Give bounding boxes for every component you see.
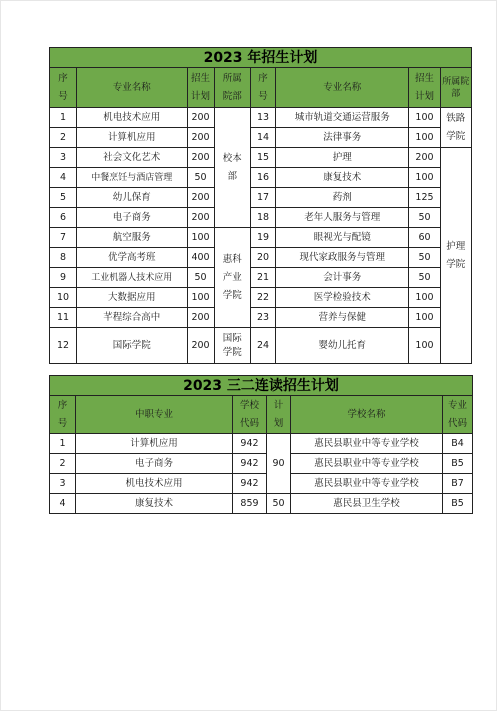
major-cell: 社会文化艺术 — [77, 148, 187, 168]
dept-intl-cell: 国际 学院 — [214, 328, 250, 364]
seq-cell: 13 — [251, 108, 276, 128]
col-vocational-major-header: 中职专业 — [76, 396, 233, 434]
seq-cell: 3 — [50, 474, 76, 494]
major-cell: 医学检验技术 — [276, 288, 409, 308]
table-row — [50, 454, 473, 474]
major-cell: 婴幼儿托育 — [276, 328, 409, 364]
major-cell: 电子商务 — [76, 454, 233, 474]
table-row — [50, 128, 472, 148]
dept-huike-cell: 惠科 产业 学院 — [214, 228, 250, 328]
major-code-cell: B5 — [443, 494, 473, 514]
quota-cell: 200 — [187, 308, 214, 328]
table-row — [50, 148, 472, 168]
seq-cell: 7 — [50, 228, 77, 248]
dept-campus-cell: 校本 部 — [214, 108, 250, 228]
major-cell: 药剂 — [276, 188, 409, 208]
school-code-cell: 859 — [233, 494, 267, 514]
col-school-code-header: 学校 代码 — [233, 396, 267, 434]
quota-cell: 50 — [409, 208, 440, 228]
table-row — [50, 228, 472, 248]
seq-cell: 16 — [251, 168, 276, 188]
quota-cell: 50 — [187, 168, 214, 188]
quota-cell: 100 — [409, 328, 440, 364]
seq-cell: 12 — [50, 328, 77, 364]
major-cell: 会计事务 — [276, 268, 409, 288]
table-row — [50, 474, 473, 494]
enrollment-plan-table — [49, 47, 472, 364]
school-name-cell: 惠民县职业中等专业学校 — [291, 474, 443, 494]
quota-cell: 100 — [409, 288, 440, 308]
seq-cell: 24 — [251, 328, 276, 364]
major-cell: 优学高考班 — [77, 248, 187, 268]
quota-cell: 200 — [187, 128, 214, 148]
major-cell: 计算机应用 — [77, 128, 187, 148]
major-cell: 法律事务 — [276, 128, 409, 148]
quota-cell: 50 — [409, 248, 440, 268]
col-school-name-header: 学校名称 — [291, 396, 443, 434]
seq-cell: 14 — [251, 128, 276, 148]
major-code-cell: B4 — [443, 434, 473, 454]
major-cell: 国际学院 — [77, 328, 187, 364]
col-seq-header: 序 号 — [50, 68, 77, 108]
col-seq2-header: 序 号 — [251, 68, 276, 108]
table-row — [50, 434, 473, 454]
quota-cell: 100 — [409, 308, 440, 328]
table-row — [50, 208, 472, 228]
seq-cell: 2 — [50, 454, 76, 474]
seq-cell: 22 — [251, 288, 276, 308]
major-cell: 康复技术 — [276, 168, 409, 188]
major-cell: 大数据应用 — [77, 288, 187, 308]
major-cell: 老年人服务与管理 — [276, 208, 409, 228]
quota-cell: 100 — [187, 288, 214, 308]
seq-cell: 3 — [50, 148, 77, 168]
major-cell: 芊程综合高中 — [77, 308, 187, 328]
table-row — [50, 268, 472, 288]
major-cell: 电子商务 — [77, 208, 187, 228]
major-cell: 营养与保健 — [276, 308, 409, 328]
quota-cell: 50 — [409, 268, 440, 288]
plan-merged-cell: 90 — [267, 434, 291, 494]
table-row — [50, 248, 472, 268]
seq-cell: 6 — [50, 208, 77, 228]
major-cell: 现代家政服务与管理 — [276, 248, 409, 268]
seq-cell: 1 — [50, 108, 77, 128]
major-cell: 机电技术应用 — [76, 474, 233, 494]
col-plan-header: 计 划 — [267, 396, 291, 434]
seq-cell: 19 — [251, 228, 276, 248]
quota-cell: 200 — [187, 328, 214, 364]
seq-cell: 4 — [50, 168, 77, 188]
quota-cell: 100 — [409, 108, 440, 128]
seq-cell: 9 — [50, 268, 77, 288]
col-seq-header: 序 号 — [50, 396, 76, 434]
seq-cell: 11 — [50, 308, 77, 328]
quota-cell: 200 — [187, 108, 214, 128]
enrollment-plan-title: 2023 年招生计划 — [50, 48, 472, 68]
quota-cell: 400 — [187, 248, 214, 268]
quota-cell: 200 — [409, 148, 440, 168]
quota-cell: 100 — [409, 128, 440, 148]
school-code-cell: 942 — [233, 454, 267, 474]
seq-cell: 23 — [251, 308, 276, 328]
quota-cell: 125 — [409, 188, 440, 208]
school-code-cell: 942 — [233, 434, 267, 454]
quota-cell: 200 — [187, 148, 214, 168]
seq-cell: 15 — [251, 148, 276, 168]
col-major2-header: 专业名称 — [276, 68, 409, 108]
col-dept-header: 所属 院部 — [214, 68, 250, 108]
quota-cell: 100 — [409, 168, 440, 188]
col-quota2-header: 招生 计划 — [409, 68, 440, 108]
col-dept2-header: 所属院部 — [440, 68, 471, 108]
table-row — [50, 168, 472, 188]
seq-cell: 18 — [251, 208, 276, 228]
major-cell: 中餐烹饪与酒店管理 — [77, 168, 187, 188]
major-cell: 幼儿保育 — [77, 188, 187, 208]
plan-cell: 50 — [267, 494, 291, 514]
quota-cell: 200 — [187, 188, 214, 208]
dept-nursing-cell: 护理 学院 — [440, 148, 471, 364]
table-row — [50, 288, 472, 308]
dept-rail-cell: 铁路 学院 — [440, 108, 471, 148]
quota-cell: 60 — [409, 228, 440, 248]
major-cell: 机电技术应用 — [77, 108, 187, 128]
quota-cell: 200 — [187, 208, 214, 228]
seq-cell: 10 — [50, 288, 77, 308]
seq-cell: 20 — [251, 248, 276, 268]
col-quota-header: 招生 计划 — [187, 68, 214, 108]
table-row — [50, 108, 472, 128]
major-code-cell: B5 — [443, 454, 473, 474]
major-cell: 眼视光与配镜 — [276, 228, 409, 248]
joint-program-title: 2023 三二连读招生计划 — [50, 376, 473, 396]
table-row — [50, 188, 472, 208]
seq-cell: 2 — [50, 128, 77, 148]
major-code-cell: B7 — [443, 474, 473, 494]
major-cell: 计算机应用 — [76, 434, 233, 454]
table-row — [50, 328, 472, 364]
seq-cell: 5 — [50, 188, 77, 208]
school-name-cell: 惠民县职业中等专业学校 — [291, 454, 443, 474]
col-major-header: 专业名称 — [77, 68, 187, 108]
major-cell: 康复技术 — [76, 494, 233, 514]
joint-program-table — [49, 375, 473, 514]
quota-cell: 100 — [187, 228, 214, 248]
major-cell: 工业机器人技术应用 — [77, 268, 187, 288]
seq-cell: 1 — [50, 434, 76, 454]
school-code-cell: 942 — [233, 474, 267, 494]
quota-cell: 50 — [187, 268, 214, 288]
seq-cell: 8 — [50, 248, 77, 268]
major-cell: 航空服务 — [77, 228, 187, 248]
table-row — [50, 308, 472, 328]
seq-cell: 4 — [50, 494, 76, 514]
major-cell: 护理 — [276, 148, 409, 168]
school-name-cell: 惠民县卫生学校 — [291, 494, 443, 514]
seq-cell: 17 — [251, 188, 276, 208]
table-row — [50, 494, 473, 514]
col-major-code-header: 专业 代码 — [443, 396, 473, 434]
seq-cell: 21 — [251, 268, 276, 288]
major-cell: 城市轨道交通运营服务 — [276, 108, 409, 128]
school-name-cell: 惠民县职业中等专业学校 — [291, 434, 443, 454]
